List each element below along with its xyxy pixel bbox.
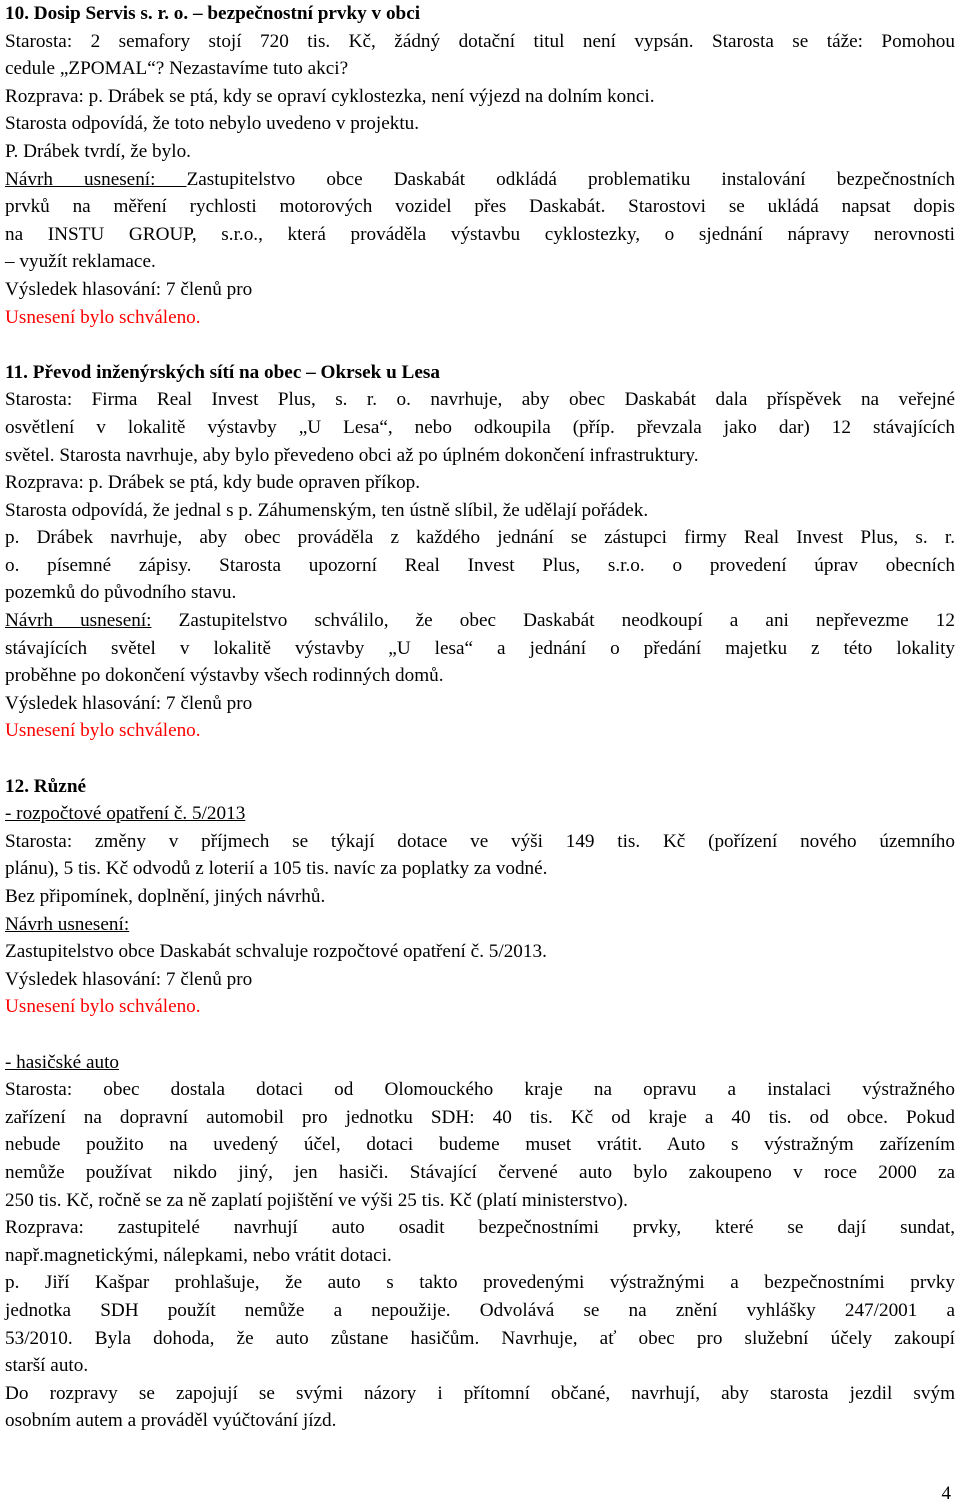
section-12-title: 12. Různé	[5, 775, 87, 797]
budget-line-2: plánu), 5 tis. Kč odvodů z loterií a 105 tis. navíc za poplatky za vodné.	[5, 858, 548, 880]
fire-truck-line-8: p. Jiří Kašpar prohlašuje, že auto s takto provedenými výstražnými a bezpečnostními prvky	[5, 1272, 955, 1294]
s10-line-4: Starosta odpovídá, že toto nebylo uvedeno v projektu.	[5, 113, 420, 135]
s10-vote-result: Výsledek hlasování: 7 členů pro	[5, 278, 253, 300]
budget-line-3: Bez připomínek, doplnění, jiných návrhů.	[5, 886, 326, 907]
fire-truck-line-5: 250 tis. Kč, ročně se za ně zaplatí pojištění ve výši 25 tis. Kč (platí ministerstvo).	[5, 1189, 628, 1211]
document-page	[5, 0, 955, 1435]
s10-line-5: P. Drábek tvrdí, že bylo.	[5, 140, 191, 162]
s11-line-2: osvětlení v lokalitě výstavby „U Lesa“, nebo odkoupila (příp. převzala jako dar) 12 stávajících	[5, 416, 955, 438]
fire-truck-line-13: osobním autem a prováděl vyúčtování jízd.	[5, 1410, 337, 1432]
s10-line-3: Rozprava: p. Drábek se ptá, kdy se opraví cyklostezka, není výjezd na dolním konci.	[5, 85, 655, 107]
fire-truck-line-10: 53/2010. Byla dohoda, že auto zůstane hasičům. Navrhuje, ať obec pro služební účely zakoupí	[5, 1327, 955, 1349]
s11-line-3: světel. Starosta navrhuje, aby bylo převedeno obci až po úplném dokončení infrastruktury.	[5, 444, 699, 466]
budget-navrh-label: Návrh usnesení:	[5, 913, 130, 935]
s11-line-1: Starosta: Firma Real Invest Plus, s. r. o. navrhuje, aby obec Daskabát dala příspěvek na veřejné	[5, 389, 955, 411]
s11-line-4: Rozprava: p. Drábek se ptá, kdy bude opraven příkop.	[5, 472, 421, 494]
fire-truck-line-7: např.magnetickými, nálepkami, nebo vrátit dotaci.	[5, 1244, 392, 1266]
section-10-title: 10. Dosip Servis s. r. o. – bezpečnostní prvky v obci	[5, 3, 421, 24]
page-number: 4	[941, 1483, 951, 1504]
fire-truck-line-2: zařízení na dopravní automobil pro jednotku SDH: 40 tis. Kč od kraje a 40 tis. od obce. Pokud	[5, 1106, 955, 1128]
s10-line-2: cedule „ZPOMAL“? Nezastavíme tuto akci?	[5, 58, 349, 80]
fire-truck-line-6: Rozprava: zastupitelé navrhují auto osadit bezpečnostními prvky, které se dají sundat,	[5, 1217, 955, 1239]
section-11-title: 11. Převod inženýrských sítí na obec – Okrsek u Lesa	[5, 361, 440, 383]
s10-navrh-line-4: – využít reklamace.	[5, 251, 156, 273]
budget-vote-result: Výsledek hlasování: 7 členů pro	[5, 968, 253, 990]
spacer	[5, 745, 955, 773]
s11-navrh-line-3: proběhne po dokončení výstavby všech rodinných domů.	[5, 665, 444, 687]
fire-truck-line-3: nebude použito na uvedený účel, dotaci budeme muset vrátit. Auto s výstražným zařízením	[5, 1134, 955, 1156]
spacer	[5, 331, 955, 359]
budget-line-1: Starosta: změny v příjmech se týkají dotace ve výši 149 tis. Kč (pořízení nového územního	[5, 830, 955, 852]
budget-measure-heading: - rozpočtové opatření č. 5/2013	[5, 803, 246, 825]
fire-truck-heading: - hasičské auto	[5, 1051, 120, 1073]
fire-truck-line-9: jednotka SDH použít nemůže a nepoužije. Odvolává se na znění vyhlášky 247/2001 a	[5, 1299, 955, 1321]
s10-navrh-text-1: Zastupitelstvo obce Daskabát odkládá problematiku instalování bezpečnostních	[186, 168, 955, 190]
fire-truck-line-11: starší auto.	[5, 1355, 89, 1377]
spacer	[5, 1021, 955, 1049]
fire-truck-line-12: Do rozpravy se zapojují se svými názory i přítomní občané, navrhují, aby starosta jezdil svým	[5, 1382, 955, 1404]
s10-navrh-line-3: na INSTU GROUP, s.r.o., která prováděla výstavbu cyklostezky, o sjednání nápravy nerovnosti	[5, 223, 955, 245]
fire-truck-line-4: nemůže používat nikdo jiný, jen hasiči. Stávající červené auto bylo zakoupeno v roce 2000 za	[5, 1161, 955, 1183]
s11-line-6: p. Drábek navrhuje, aby obec prováděla z každého jednání se zástupci firmy Real Invest Plus, s. r.	[5, 527, 955, 549]
fire-truck-line-1: Starosta: obec dostala dotaci od Olomouckého kraje na opravu a instalaci výstražného	[5, 1079, 955, 1101]
s11-line-8: pozemků do původního stavu.	[5, 582, 237, 604]
s10-resolution-approved: Usnesení bylo schváleno.	[5, 306, 201, 328]
s10-navrh-line-2: prvků na měření rychlosti motorových vozidel přes Daskabát. Starostovi se ukládá napsat dopis	[5, 196, 955, 218]
s10-line-1: Starosta: 2 semafory stojí 720 tis. Kč, žádný dotační titul není vypsán. Starosta se táže: Pomohou	[5, 30, 955, 52]
s11-vote-result: Výsledek hlasování: 7 členů pro	[5, 692, 253, 714]
budget-navrh-text: Zastupitelstvo obce Daskabát schvaluje rozpočtové opatření č. 5/2013.	[5, 941, 547, 963]
s10-navrh-label: Návrh usnesení:	[5, 168, 187, 190]
s10-navrh-line-1	[5, 166, 955, 194]
budget-resolution-approved: Usnesení bylo schváleno.	[5, 996, 201, 1018]
s11-navrh-line-1	[5, 607, 955, 635]
s11-navrh-line-2: stávajících světel v lokalitě výstavby „U lesa“ a jednání o předání majetku z této lokality	[5, 637, 955, 659]
s11-line-5: Starosta odpovídá, že jednal s p. Záhumenským, ten ústně slíbil, že udělají pořádek.	[5, 499, 649, 521]
s11-navrh-text-1: Zastupitelstvo schválilo, že obec Daskabát neodkoupí a ani nepřevezme 12	[151, 610, 955, 632]
s11-line-7: o. písemné zápisy. Starosta upozorní Real Invest Plus, s.r.o. o provedení úprav obecních	[5, 554, 955, 576]
s11-resolution-approved: Usnesení bylo schváleno.	[5, 720, 201, 742]
s11-navrh-label: Návrh usnesení:	[5, 610, 152, 632]
